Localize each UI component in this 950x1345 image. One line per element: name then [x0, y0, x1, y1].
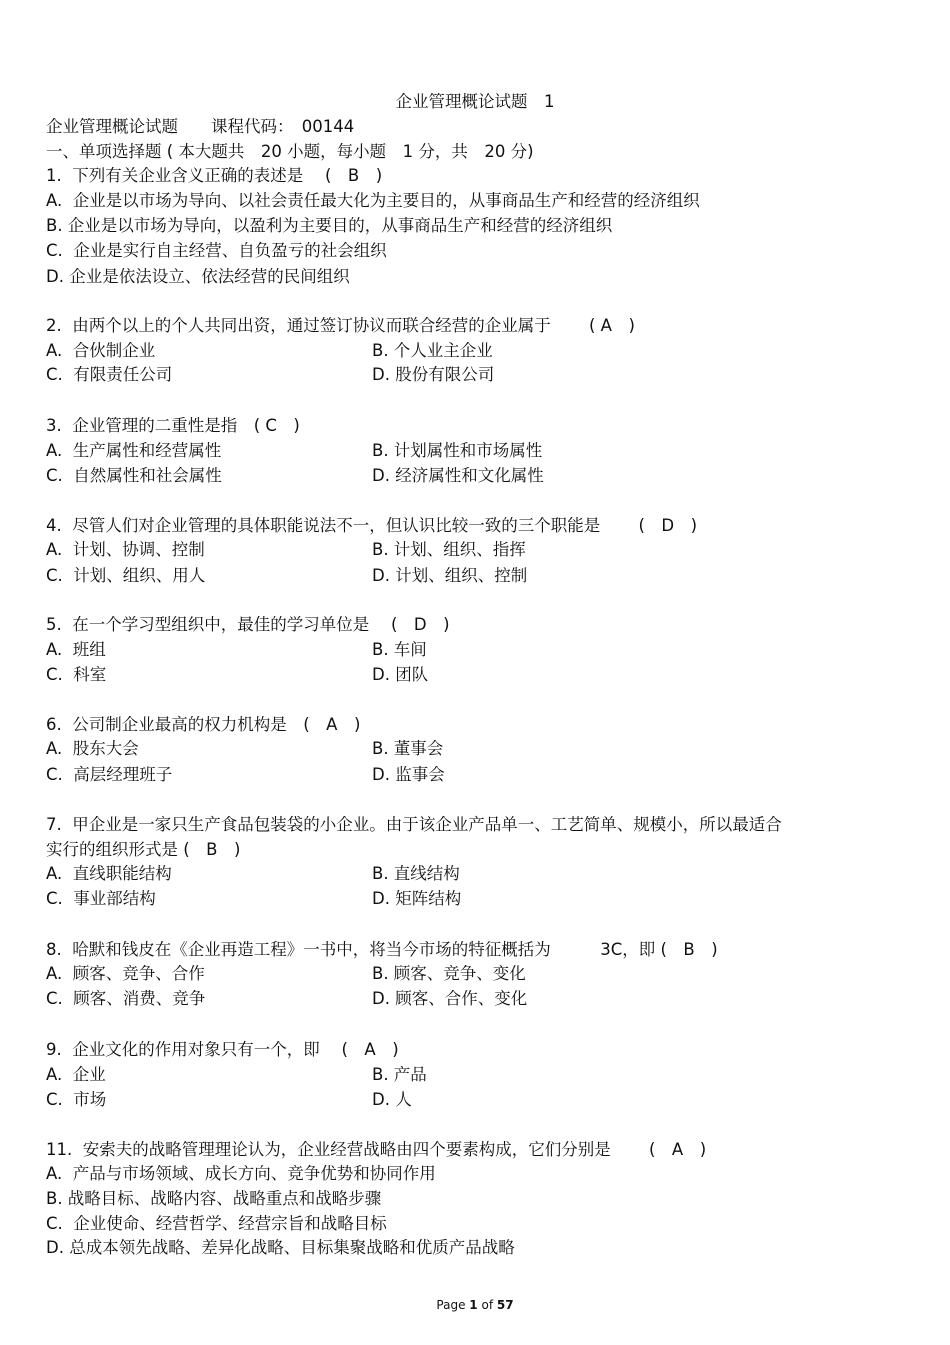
option-b: B. 董事会	[372, 739, 444, 758]
option-d: D. 人	[372, 1090, 412, 1109]
option-d: D. 股份有限公司	[372, 365, 495, 384]
question-stem: 11. 安索夫的战略管理理论认为，企业经营战略由四个要素构成，它们分别是 ( A )	[46, 1140, 707, 1159]
page-of: of	[477, 1298, 497, 1312]
option-a: A. 企业是以市场为导向、以社会责任最大化为主要目的，从事商品生产和经营的经济组织	[46, 191, 700, 210]
option-a: A. 顾客、竞争、合作	[46, 964, 205, 983]
question-stem: 6. 公司制企业最高的权力机构是 ( A )	[46, 715, 361, 734]
option-a: A. 股东大会	[46, 739, 139, 758]
page-total: 57	[496, 1298, 514, 1312]
option-d: D. 监事会	[372, 765, 445, 784]
option-b: B. 顾客、竞争、变化	[372, 964, 526, 983]
option-c: C. 科室	[46, 665, 107, 684]
course-line: 企业管理概论试题 课程代码： 00144	[46, 117, 355, 136]
option-b: B. 计划属性和市场属性	[372, 441, 543, 460]
option-d: D. 总成本领先战略、差异化战略、目标集聚战略和优质产品战略	[46, 1238, 515, 1257]
option-c: C. 有限责任公司	[46, 365, 173, 384]
option-a: A. 生产属性和经营属性	[46, 441, 222, 460]
option-c: C. 计划、组织、用人	[46, 566, 206, 585]
question-stem: 1. 下列有关企业含义正确的表述是 ( B )	[46, 166, 383, 185]
option-b: B. 计划、组织、指挥	[372, 540, 526, 559]
question-stem: 4. 尽管人们对企业管理的具体职能说法不一，但认识比较一致的三个职能是 ( D )	[46, 516, 698, 535]
option-c: C. 顾客、消费、竞争	[46, 989, 206, 1008]
option-b: B. 产品	[372, 1065, 427, 1084]
option-d: D. 矩阵结构	[372, 889, 462, 908]
question-stem: 2. 由两个以上的个人共同出资，通过签订协议而联合经营的企业属于 ( A )	[46, 316, 635, 335]
option-c: C. 企业是实行自主经营、自负盈亏的社会组织	[46, 241, 387, 260]
option-d: D. 顾客、合作、变化	[372, 989, 528, 1008]
option-d: D. 经济属性和文化属性	[372, 466, 544, 485]
question-stem: 9. 企业文化的作用对象只有一个，即 ( A )	[46, 1040, 399, 1059]
option-a: A. 班组	[46, 640, 106, 659]
option-c: C. 事业部结构	[46, 889, 156, 908]
page-prefix: Page	[436, 1298, 470, 1312]
document-title: 企业管理概论试题 1	[395, 92, 555, 111]
option-a: A. 企业	[46, 1065, 106, 1084]
option-b: B. 企业是以市场为导向，以盈利为主要目的，从事商品生产和经营的经济组织	[46, 216, 613, 235]
option-d: D. 团队	[372, 665, 429, 684]
question-stem: 7. 甲企业是一家只生产食品包装袋的小企业。由于该企业产品单一、工艺简单、规模小，所以最适合	[46, 815, 782, 834]
option-b: B. 车间	[372, 640, 427, 659]
option-b: B. 个人业主企业	[372, 341, 493, 360]
option-d: D. 企业是依法设立、依法经营的民间组织	[46, 267, 350, 286]
question-stem-continued: 实行的组织形式是 ( B )	[46, 840, 241, 859]
option-a: A. 计划、协调、控制	[46, 540, 205, 559]
question-stem: 3. 企业管理的二重性是指 ( C )	[46, 416, 300, 435]
option-c: C. 企业使命、经营哲学、经营宗旨和战略目标	[46, 1214, 387, 1233]
option-b: B. 战略目标、战略内容、战略重点和战略步骤	[46, 1189, 382, 1208]
option-a: A. 合伙制企业	[46, 341, 156, 360]
page-footer	[0, 1298, 950, 1312]
page-number: 1	[469, 1298, 478, 1312]
option-c: C. 自然属性和社会属性	[46, 466, 222, 485]
option-d: D. 计划、组织、控制	[372, 566, 528, 585]
option-a: A. 产品与市场领域、成长方向、竞争优势和协同作用	[46, 1164, 436, 1183]
option-c: C. 市场	[46, 1090, 107, 1109]
section-heading: 一、单项选择题 ( 本大题共 20 小题，每小题 1 分，共 20 分)	[46, 142, 534, 161]
question-stem: 8. 哈默和钱皮在《企业再造工程》一书中，将当今市场的特征概括为 3C，即 ( B )	[46, 940, 718, 959]
option-b: B. 直线结构	[372, 864, 460, 883]
option-a: A. 直线职能结构	[46, 864, 172, 883]
option-c: C. 高层经理班子	[46, 765, 173, 784]
question-stem: 5. 在一个学习型组织中，最佳的学习单位是 ( D )	[46, 615, 450, 634]
